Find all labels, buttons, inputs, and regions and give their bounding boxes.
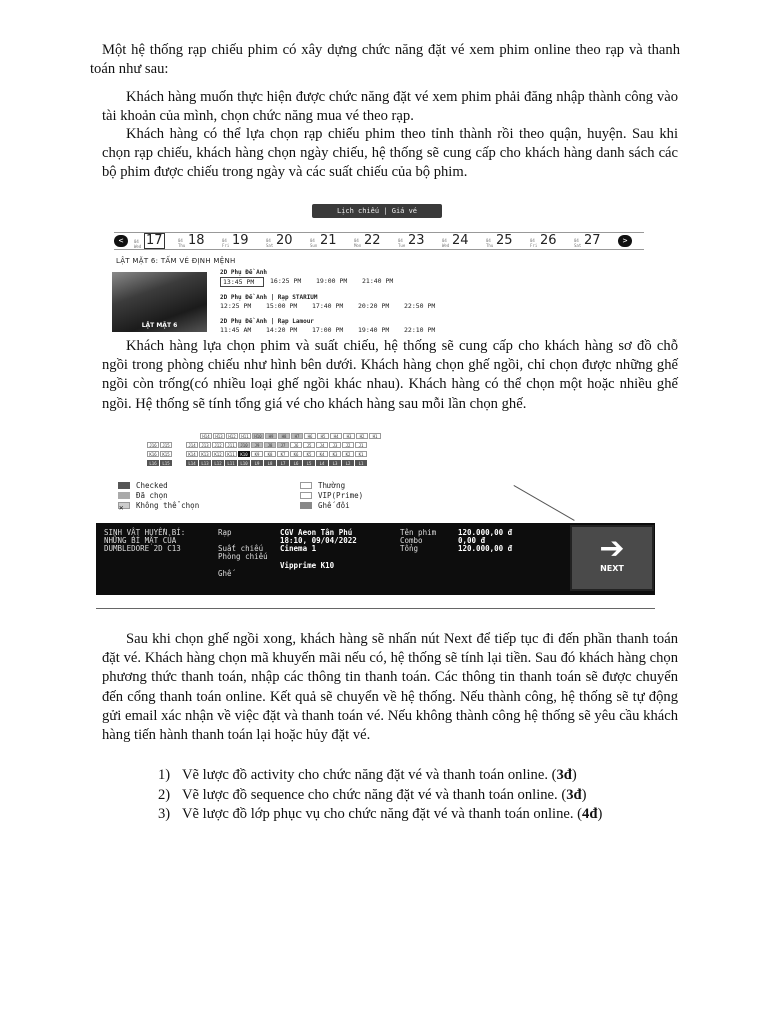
seat[interactable]: J16 xyxy=(147,442,159,448)
date-number: 20 xyxy=(276,233,293,248)
date-weekday: 04 Tue xyxy=(398,238,406,248)
seat[interactable]: L4 xyxy=(316,460,328,466)
task-item: 2) Vẽ lược đồ sequence cho chức năng đặt vé và thanh toán online. (3đ) xyxy=(158,786,587,803)
seat[interactable]: K5 xyxy=(303,451,315,457)
legend-da-chon: Đã chọn xyxy=(118,491,168,500)
price-values: 120.000,00 đ 0,00 đ 120.000,00 đ xyxy=(458,528,513,554)
info-values: CGV Aeon Tân Phú 18:10, 09/04/2022 Cinema 1 Vipprime K10 xyxy=(280,528,357,570)
seat[interactable]: K14 xyxy=(186,451,198,457)
date-item[interactable] xyxy=(222,234,266,248)
seat[interactable]: H14 xyxy=(200,433,212,439)
seat-row xyxy=(200,433,382,439)
seat[interactable]: H9 xyxy=(265,433,277,439)
intro-paragraph: Một hệ thống rạp chiếu phim có xây dựng chức năng đặt vé xem phim online theo rạp và thanh toán như sau: xyxy=(90,42,680,78)
date-number: 25 xyxy=(496,233,513,248)
task-item: 3) Vẽ lược đồ lớp phục vụ cho chức năng đặt vé và thanh toán online. (4đ) xyxy=(158,806,603,822)
seat[interactable]: H12 xyxy=(226,433,238,439)
seat-row xyxy=(147,442,368,448)
date-item[interactable] xyxy=(442,234,486,248)
seat[interactable]: J4 xyxy=(316,442,328,448)
seat[interactable]: J9 xyxy=(251,442,263,448)
task-list xyxy=(158,766,678,825)
showtime-button[interactable]: 22:10 PM xyxy=(404,326,436,334)
date-item[interactable] xyxy=(134,233,178,249)
seat-selection-paragraph: Khách hàng lựa chọn phim và suất chiếu, hệ thống sẽ cung cấp cho khách hàng sơ đồ chỗ ngồi trong phòng chiếu như hình bên dưới. Khách hàng chọn ghế ngồi, chỉ chọn được những ghế ngồi còn trống(có nhiều loại ghế ngồi khác nhau). Khách hàng có thể chọn một hoặc nhiều ghế ngồi. Hệ thống sẽ tính tổng giá vé cho khách hàng sau mỗi lần chọn ghế. xyxy=(102,338,678,412)
date-weekday: 04 Fri xyxy=(222,238,230,248)
showtime-button[interactable]: 21:40 PM xyxy=(362,277,394,285)
schedule-nav: Lịch chiếu | Giá vé xyxy=(312,204,442,218)
seat[interactable]: J10 xyxy=(238,442,250,448)
date-weekday: 04 Fri xyxy=(530,238,538,248)
date-bar xyxy=(114,232,644,250)
date-number: 19 xyxy=(232,233,249,248)
seat[interactable]: L9 xyxy=(251,460,263,466)
showtime-button[interactable]: 22:50 PM xyxy=(404,302,436,310)
date-number: 26 xyxy=(540,233,557,248)
date-weekday: 04 Sat xyxy=(266,238,274,248)
seat[interactable]: L8 xyxy=(264,460,276,466)
seat[interactable]: L10 xyxy=(238,460,250,466)
seat[interactable]: K4 xyxy=(316,451,328,457)
booking-info-bar xyxy=(96,523,655,595)
legend-checked: Checked xyxy=(118,481,168,490)
date-number: 18 xyxy=(188,233,205,248)
seat[interactable]: K10 xyxy=(238,451,250,457)
showtime-button[interactable]: 13:45 PM xyxy=(220,277,264,287)
movie-poster xyxy=(112,272,207,332)
date-number: 22 xyxy=(364,233,381,248)
select-cinema-paragraph: Khách hàng có thể lựa chọn rạp chiếu phim theo tỉnh thành rồi theo quận, huyện. Sau khi chọn rạp chiếu, khách hàng chọn ngày chiếu, hệ thống sẽ cung cấp cho khách hàng danh sách các bộ phim được chiếu trong ngày và các suất chiếu của bộ phim. xyxy=(102,126,678,181)
seat[interactable]: H11 xyxy=(239,433,251,439)
date-number: 27 xyxy=(584,233,601,248)
date-item[interactable] xyxy=(530,234,574,248)
showtime-button[interactable]: 14:20 PM xyxy=(266,326,298,334)
movie-name: SINH VẬT HUYỀN BÍ: NHỮNG BÍ MẬT CỦA DUMBLEDORE 2D C13 xyxy=(104,528,186,554)
price-labels: Tên phim Combo Tổng xyxy=(400,528,437,554)
divider xyxy=(96,608,655,609)
seat[interactable]: K1 xyxy=(355,451,367,457)
seat[interactable]: K9 xyxy=(251,451,263,457)
task-item: 1) Vẽ lược đồ activity cho chức năng đặt vé và thanh toán online. (3đ) xyxy=(158,767,577,783)
showtime-button[interactable]: 20:20 PM xyxy=(358,302,390,310)
seat[interactable]: J11 xyxy=(225,442,237,448)
date-weekday: 04 Thu xyxy=(178,238,186,248)
date-item[interactable] xyxy=(310,234,354,248)
showtime-group xyxy=(220,269,408,287)
seat[interactable]: J3 xyxy=(329,442,341,448)
showtime-button[interactable]: 17:40 PM xyxy=(312,302,344,310)
seat[interactable]: J12 xyxy=(212,442,224,448)
seat-row xyxy=(147,460,368,466)
showtime-button[interactable]: 19:00 PM xyxy=(316,277,348,285)
showtime-button[interactable]: 12:25 PM xyxy=(220,302,252,310)
seat[interactable]: K3 xyxy=(329,451,341,457)
seat[interactable]: J7 xyxy=(277,442,289,448)
seat[interactable]: L2 xyxy=(342,460,354,466)
date-item[interactable] xyxy=(266,234,310,248)
date-item[interactable] xyxy=(398,234,442,248)
arrow-right-icon: ➔ xyxy=(599,531,625,566)
legend-vip: VIP(Prime) xyxy=(300,491,363,500)
date-item[interactable] xyxy=(354,234,398,248)
poster-caption: LẬT MẶT 6 xyxy=(141,322,178,329)
showtimes-screenshot xyxy=(110,199,645,337)
seat[interactable]: K15 xyxy=(160,451,172,457)
seat[interactable]: K6 xyxy=(290,451,302,457)
showtime-button[interactable]: 15:00 PM xyxy=(266,302,298,310)
pointer-arrow xyxy=(514,485,575,521)
date-weekday: 04 Mon xyxy=(354,238,362,248)
showtime-header: 2D Phụ Đề Anh xyxy=(220,269,267,276)
date-number: 21 xyxy=(320,233,337,248)
seat[interactable]: J13 xyxy=(199,442,211,448)
showtime-button[interactable]: 11:45 AM xyxy=(220,326,252,334)
seat[interactable]: L16 xyxy=(147,460,159,466)
seat[interactable]: H2 xyxy=(356,433,368,439)
prev-date-button[interactable]: < xyxy=(114,235,128,247)
seat[interactable]: L1 xyxy=(355,460,367,466)
seat[interactable]: K2 xyxy=(342,451,354,457)
seat[interactable]: J5 xyxy=(303,442,315,448)
seat[interactable]: L7 xyxy=(277,460,289,466)
seat[interactable]: K8 xyxy=(264,451,276,457)
aisle-gap xyxy=(173,442,185,448)
date-weekday: 04 Wed xyxy=(442,238,450,248)
showtime-button[interactable]: 16:25 PM xyxy=(270,277,302,285)
info-labels: Rạp Suất chiếu Phòng chiếu Ghế xyxy=(218,528,268,578)
date-weekday: 04 Wed xyxy=(134,239,142,249)
showtime-header: 2D Phụ Đề Anh | Rạp STARIUM xyxy=(220,294,318,301)
seat[interactable]: L12 xyxy=(212,460,224,466)
date-number: 23 xyxy=(408,233,425,248)
seat[interactable]: L6 xyxy=(290,460,302,466)
next-date-button[interactable]: > xyxy=(618,235,632,247)
date-item[interactable] xyxy=(574,234,618,248)
seat[interactable]: J2 xyxy=(342,442,354,448)
seat[interactable]: H10 xyxy=(252,433,264,439)
seat[interactable]: H3 xyxy=(343,433,355,439)
seat[interactable]: J6 xyxy=(290,442,302,448)
showtime-button[interactable]: 19:40 PM xyxy=(358,326,390,334)
seat[interactable]: K12 xyxy=(212,451,224,457)
legend-thuong: Thường xyxy=(300,481,345,490)
seat[interactable]: K7 xyxy=(277,451,289,457)
date-item[interactable] xyxy=(178,234,222,248)
showtime-button[interactable]: 17:00 PM xyxy=(312,326,344,334)
payment-paragraph: Sau khi chọn ghế ngồi xong, khách hàng sẽ nhấn nút Next để tiếp tục đi đến phần thanh toán đặt vé. Khách hàng chọn mã khuyến mãi nếu có, hệ thống sẽ tính lại tiền. Sau đó khách hàng chọn phương thức thanh toán, nhập các thông tin thanh toán. Các thông tin thanh toán sẽ được chuyển đến cổng thanh toán online. Kết quả sẽ chuyển về hệ thống. Nếu thành công, hệ thống sẽ tự động gửi email xác nhận về việc đặt và thanh toán vé. Nếu không thành công hệ thống sẽ yêu cầu khách hàng tiến hành thanh toán lại hoặc hủy đặt vé. xyxy=(102,631,678,744)
date-item[interactable] xyxy=(486,234,530,248)
seat[interactable]: K16 xyxy=(147,451,159,457)
seat[interactable]: K11 xyxy=(225,451,237,457)
login-paragraph: Khách hàng muốn thực hiện được chức năng đặt vé xem phim phải đăng nhập thành công vào tài khoản của mình, chọn chức năng mua vé theo rạp. xyxy=(102,89,678,125)
seat[interactable]: L11 xyxy=(225,460,237,466)
seat-row xyxy=(147,451,368,457)
date-weekday: 04 Thu xyxy=(486,238,494,248)
legend-ghe-doi: Ghế đôi xyxy=(300,501,350,510)
seat[interactable]: H6 xyxy=(304,433,316,439)
seat[interactable]: H4 xyxy=(330,433,342,439)
date-number: 24 xyxy=(452,233,469,248)
showtime-group xyxy=(220,294,450,310)
seat[interactable]: L15 xyxy=(160,460,172,466)
legend-khong-the-chon: ✕ Không thể chọn xyxy=(119,501,200,512)
showtime-header: 2D Phụ Đề Anh | Rạp Lamour xyxy=(220,318,314,325)
seat[interactable]: H5 xyxy=(317,433,329,439)
seat[interactable]: H7 xyxy=(291,433,303,439)
seatmap-screenshot xyxy=(96,433,655,595)
aisle-gap xyxy=(173,451,185,457)
seat[interactable]: J8 xyxy=(264,442,276,448)
date-number: 17 xyxy=(146,233,163,248)
seat[interactable]: L13 xyxy=(199,460,211,466)
seat[interactable]: J1 xyxy=(355,442,367,448)
seat[interactable]: J15 xyxy=(160,442,172,448)
date-weekday: 04 Sun xyxy=(310,238,318,248)
showtime-group xyxy=(220,318,450,334)
aisle-gap xyxy=(173,460,185,466)
seat[interactable]: L14 xyxy=(186,460,198,466)
seat[interactable]: L5 xyxy=(303,460,315,466)
next-button[interactable]: ➔ NEXT xyxy=(570,525,654,591)
seat[interactable]: K13 xyxy=(199,451,211,457)
movie-title: LẬT MẶT 6: TẤM VÉ ĐỊNH MỆNH xyxy=(116,257,236,265)
seat[interactable]: H8 xyxy=(278,433,290,439)
seat[interactable]: J14 xyxy=(186,442,198,448)
date-weekday: 04 Sat xyxy=(574,238,582,248)
seat[interactable]: H1 xyxy=(369,433,381,439)
seat[interactable]: H13 xyxy=(213,433,225,439)
seat[interactable]: L3 xyxy=(329,460,341,466)
